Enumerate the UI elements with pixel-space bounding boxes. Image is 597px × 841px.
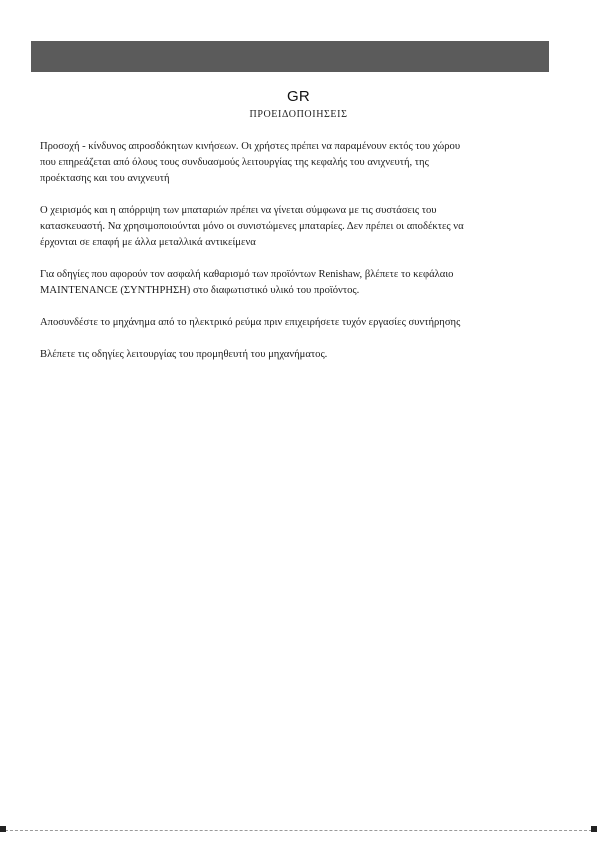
- paragraph-batteries: [40, 203, 550, 251]
- text-line: Αποσυνδέστε το μηχάνημα από το ηλεκτρικό ρεύμα πριν επιχειρήσετε τυχόν εργασίες συντήρησης: [40, 317, 461, 328]
- crop-mark-right: [591, 826, 597, 832]
- text-line: που επηρεάζεται από όλους τους συνδυασμούς λειτουργίας της κεφαλής του ανιχνευτή, της: [40, 157, 429, 168]
- paragraph-unexpected-motion: [40, 139, 550, 187]
- section-title: ΠΡΟΕΙΔΟΠΟΙΗΣΕΙΣ: [249, 109, 348, 120]
- text-line: Για οδηγίες που αφορούν τον ασφαλή καθαρισμό των προϊόντων Renishaw, βλέπετε το κεφάλαιο: [40, 269, 454, 280]
- crop-mark-left: [0, 826, 6, 832]
- language-code: GR: [286, 88, 311, 105]
- text-line: προέκτασης και του ανιχνευτή: [40, 173, 170, 184]
- text-line: έρχονται σε επαφή με άλλα μεταλλικά αντικείμενα: [40, 237, 256, 248]
- text-line: Βλέπετε τις οδηγίες λειτουργίας του προμηθευτή του μηχανήματος.: [40, 349, 328, 360]
- text-line: Προσοχή - κίνδυνος απροσδόκητων κινήσεων. Οι χρήστες πρέπει να παραμένουν εκτός του χώρου: [40, 141, 461, 152]
- text-line: MAINTENANCE (ΣΥΝΤΗΡΗΣΗ) στο διαφωτιστικό υλικό του προϊόντος.: [40, 285, 360, 296]
- warnings-body: [40, 139, 550, 379]
- text-line: Ο χειρισμός και η απόρριψη των μπαταριών πρέπει να γίνεται σύμφωνα με τις συστάσεις του: [40, 205, 437, 216]
- header-bar: [31, 41, 549, 72]
- paragraph-isolate-power: [40, 315, 550, 331]
- text-line: κατασκευαστή. Να χρησιμοποιούνται μόνο οι συνιστώμενες μπαταρίες. Δεν πρέπει οι αποδέκτες να: [40, 221, 464, 232]
- paragraph-cleaning: [40, 267, 550, 299]
- paragraph-supplier-instructions: [40, 347, 550, 363]
- page-bottom-rule: [0, 830, 597, 831]
